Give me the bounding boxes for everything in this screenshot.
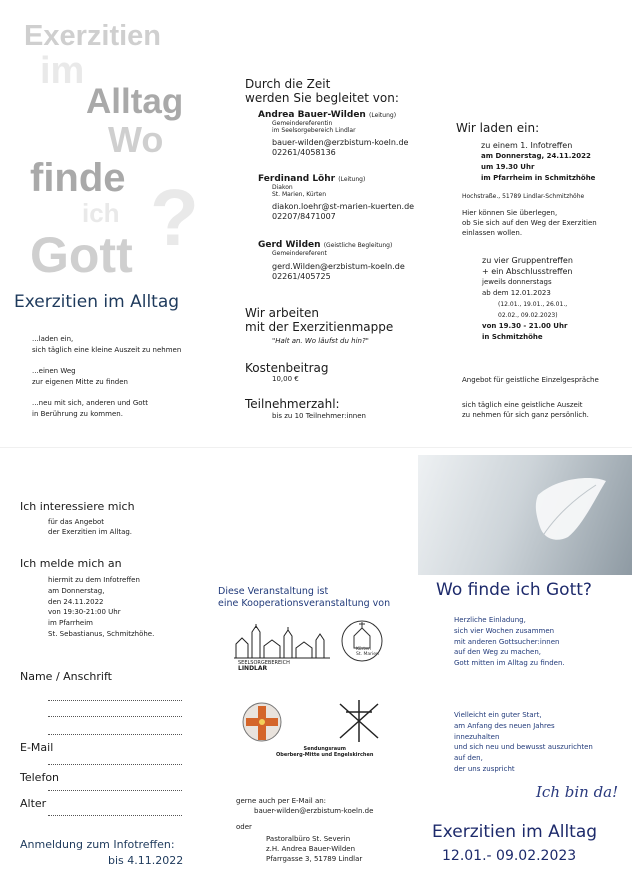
text-line: Hier können Sie überlegen,: [462, 209, 558, 217]
logo-seelsorgebereich-lindlar: [232, 624, 332, 674]
text-line: im Pfarrheim: [48, 619, 93, 628]
skyline-icon: [232, 624, 332, 660]
logo3-text: [276, 746, 373, 758]
feather-icon: [418, 455, 632, 575]
left-title: Exerzitien im Alltag: [14, 292, 180, 312]
text-line: St. Sebastianus, Schmitzhöhe.: [48, 629, 155, 638]
alter-label: Alter: [20, 797, 47, 810]
person-phone: 02207/8471007: [272, 212, 336, 221]
right-heading: Wir laden ein:: [456, 121, 540, 135]
telefon-field-line[interactable]: [48, 790, 182, 791]
text-line: zu einem 1. Infotreffen: [481, 141, 573, 150]
text-line: auf den Weg zu machen,: [454, 648, 542, 657]
person-sub: im Seelsorgebereich Lindlar: [272, 127, 356, 134]
person-1: [258, 110, 408, 158]
event-dates: 12.01.- 09.02.2023: [442, 848, 577, 864]
text-line: sich vier Wochen zusammen: [454, 626, 555, 635]
person-sub: St. Marien, Kürten: [272, 191, 327, 198]
text-line: einlassen wollen.: [462, 229, 523, 237]
person-email: diakon.loehr@st-marien-kuerten.de: [272, 202, 415, 211]
logo1-text: [238, 660, 290, 672]
person-name: Andrea Bauer-Wilden: [258, 110, 366, 120]
wordart-question-mark: ?: [150, 173, 199, 262]
right-title-2: Exerzitien im Alltag: [432, 822, 598, 842]
infotreffen-block: [481, 140, 595, 184]
text-line: innezuhalten: [454, 732, 500, 741]
text-line: von 19:30-21:00 Uhr: [48, 608, 121, 617]
text-line: Kürten: [356, 647, 371, 652]
person-2: [258, 174, 414, 222]
person-sub: Gemeindereferent: [272, 250, 327, 257]
text-line: z.H. Andrea Bauer-Wilden: [266, 845, 356, 853]
logo-st-marien-kuerten: [340, 616, 384, 666]
text-line: am Anfang des neuen Jahres: [454, 721, 555, 730]
koop-heading: [218, 586, 390, 610]
person-name: Gerd Wilden: [258, 240, 321, 250]
wordart-ich: ich: [82, 198, 120, 228]
teilnehmer-value: bis zu 10 Teilnehmer:innen: [272, 412, 366, 420]
person-name: Ferdinand Löhr: [258, 174, 336, 184]
text-line: den 24.11.2022: [48, 597, 104, 606]
text-line: zur eigenen Mitte zu finden: [32, 378, 128, 386]
text-line: ob Sie sich auf den Weg der Exerzitien: [462, 219, 597, 227]
einladung-para: [454, 615, 565, 669]
person-role: (Leitung): [338, 176, 366, 183]
text-line: ab dem 12.01.2023: [482, 289, 551, 297]
person-email: bauer-wilden@erzbistum-koeln.de: [272, 138, 409, 147]
oder-label: oder: [236, 823, 252, 831]
text-line: ...einen Weg: [32, 367, 76, 375]
text-line: zu nehmen für sich ganz persönlich.: [462, 411, 589, 419]
text-line: bauer-wilden@erzbistum-koeln.de: [254, 807, 374, 815]
cross-circle-icon: [238, 700, 298, 746]
text-line: sich täglich eine kleine Auszeit zu nehmen: [32, 346, 182, 354]
tools-cross-icon: [334, 698, 384, 744]
wordart-finde: finde: [30, 156, 126, 200]
text-line: für das Angebot: [48, 518, 105, 526]
text-line: mit anderen Gottsucher:innen: [454, 637, 560, 646]
interest-heading: Ich interessiere mich: [20, 500, 135, 513]
mappe-quote: "Halt an. Wo läufst du hin?": [272, 337, 369, 345]
text-line: am Donnerstag, 24.11.2022: [481, 152, 591, 160]
telefon-label: Telefon: [20, 771, 60, 784]
teilnehmer-label: Teilnehmerzahl:: [245, 397, 340, 411]
text-line: in Schmitzhöhe: [482, 333, 543, 341]
text-block-1: [462, 208, 597, 238]
text-line: Vielleicht ein guter Start,: [454, 711, 542, 719]
text-line: St. Marien: [356, 652, 379, 657]
text-line: Durch die Zeit: [245, 77, 331, 91]
name-line-2[interactable]: [48, 716, 182, 717]
text-line: LINDLAR: [238, 665, 268, 672]
auszeit-block: [462, 400, 589, 420]
feather-image: [418, 455, 632, 575]
anmeldung-label: Anmeldung zum Infotreffen:: [20, 838, 175, 851]
text-line: der uns zuspricht: [454, 764, 515, 773]
left-para-2: [32, 366, 128, 388]
start-para: [454, 710, 593, 775]
wordart-im: im: [40, 50, 85, 92]
address-line: Hochstraße., 51789 Lindlar-Schmitzhöhe: [462, 193, 585, 200]
text-line: von 19.30 - 21.00 Uhr: [482, 322, 568, 330]
text-line: ...neu mit sich, anderen und Gott: [32, 399, 149, 407]
text-line: der Exerzitien im Alltag.: [48, 528, 133, 536]
text-line: Pfarrgasse 3, 51789 Lindlar: [266, 855, 363, 863]
person-phone: 02261/4058136: [272, 148, 336, 157]
text-line: ...laden ein,: [32, 335, 74, 343]
left-para-1: [32, 334, 181, 356]
angebot-line: Angebot für geistliche Einzelgespräche: [462, 376, 599, 384]
person-phone: 02261/405725: [272, 272, 331, 281]
text-line: mit der Exerzitienmappe: [245, 320, 394, 334]
text-line: am Donnerstag,: [48, 586, 105, 595]
email-note: [236, 796, 373, 816]
wordart-gott: Gott: [30, 227, 133, 283]
text-line: Pastoralbüro St. Severin: [266, 835, 351, 843]
text-line: auf den,: [454, 754, 483, 763]
fold-line: [0, 447, 632, 448]
text-line: Gott mitten im Alltag zu finden.: [454, 659, 565, 668]
melde-sub: [48, 575, 154, 640]
text-line: hiermit zu dem Infotreffen: [48, 576, 140, 584]
text-line: eine Kooperationsveranstaltung von: [218, 598, 391, 609]
text-line: Herzliche Einladung,: [454, 616, 526, 624]
logo-sendungsraum-cross: [238, 700, 298, 746]
text-line: + ein Abschlusstreffen: [482, 267, 573, 276]
email-label: E-Mail: [20, 741, 54, 754]
interest-sub: [48, 517, 132, 537]
person-sub: Gemeindereferentin: [272, 120, 333, 127]
logo2-text: [356, 647, 379, 657]
alter-field-line[interactable]: [48, 815, 182, 816]
church-seal-icon: [340, 616, 384, 666]
name-label: Name / Anschrift: [20, 670, 112, 683]
name-line-3[interactable]: [48, 734, 182, 735]
text-line: zu vier Gruppentreffen: [482, 256, 573, 265]
wordart-wo: Wo: [108, 119, 164, 160]
person-sub: Diakon: [272, 184, 293, 191]
text-line: Wir arbeiten: [245, 306, 319, 320]
wordart-exerzitien: Exerzitien: [24, 20, 161, 52]
right-title: Wo finde ich Gott?: [436, 580, 592, 600]
text-line: (12.01., 19.01., 26.01.,: [498, 301, 568, 308]
text-line: sich täglich eine geistliche Auszeit: [462, 401, 583, 409]
wordart-alltag: Alltag: [86, 82, 184, 121]
text-line: Diese Veranstaltung ist: [218, 586, 329, 597]
text-line: um 19.30 Uhr: [481, 163, 535, 171]
text-line: SEELSORGEBEREICH: [238, 660, 290, 666]
ich-bin-da: Ich bin da!: [536, 783, 619, 801]
anmeldung-deadline: bis 4.11.2022: [108, 854, 184, 867]
left-para-3: [32, 398, 148, 420]
text-line: Sendungsraum: [303, 746, 346, 752]
email-field-line[interactable]: [48, 764, 182, 765]
kosten-label: Kostenbeitrag: [245, 361, 329, 375]
text-line: jeweils donnerstags: [482, 278, 552, 286]
melde-heading: Ich melde mich an: [20, 557, 122, 570]
logo-cross-tools: [334, 698, 384, 744]
person-role: (Geistliche Begleitung): [323, 242, 393, 249]
post-address: [266, 834, 362, 864]
person-3: [258, 240, 405, 282]
text-line: Oberberg-Mitte und Engelskirchen: [276, 752, 374, 758]
arbeiten-heading: [245, 306, 393, 334]
kosten-value: 10,00 €: [272, 375, 299, 383]
middle-heading: [245, 77, 399, 105]
text-line: und sich neu und bewusst auszurichten: [454, 743, 593, 752]
name-line-1[interactable]: [48, 700, 182, 701]
person-role: (Leitung): [368, 112, 397, 119]
gruppentreffen-block: [482, 255, 573, 343]
person-email: gerd.Wilden@erzbistum-koeln.de: [272, 262, 405, 271]
text-line: werden Sie begleitet von:: [245, 91, 399, 105]
text-line: in Berührung zu kommen.: [32, 410, 123, 418]
text-line: im Pfarrheim in Schmitzhöhe: [481, 174, 596, 182]
text-line: gerne auch per E-Mail an:: [236, 797, 327, 805]
text-line: 02.02., 09.02.2023): [498, 312, 558, 319]
